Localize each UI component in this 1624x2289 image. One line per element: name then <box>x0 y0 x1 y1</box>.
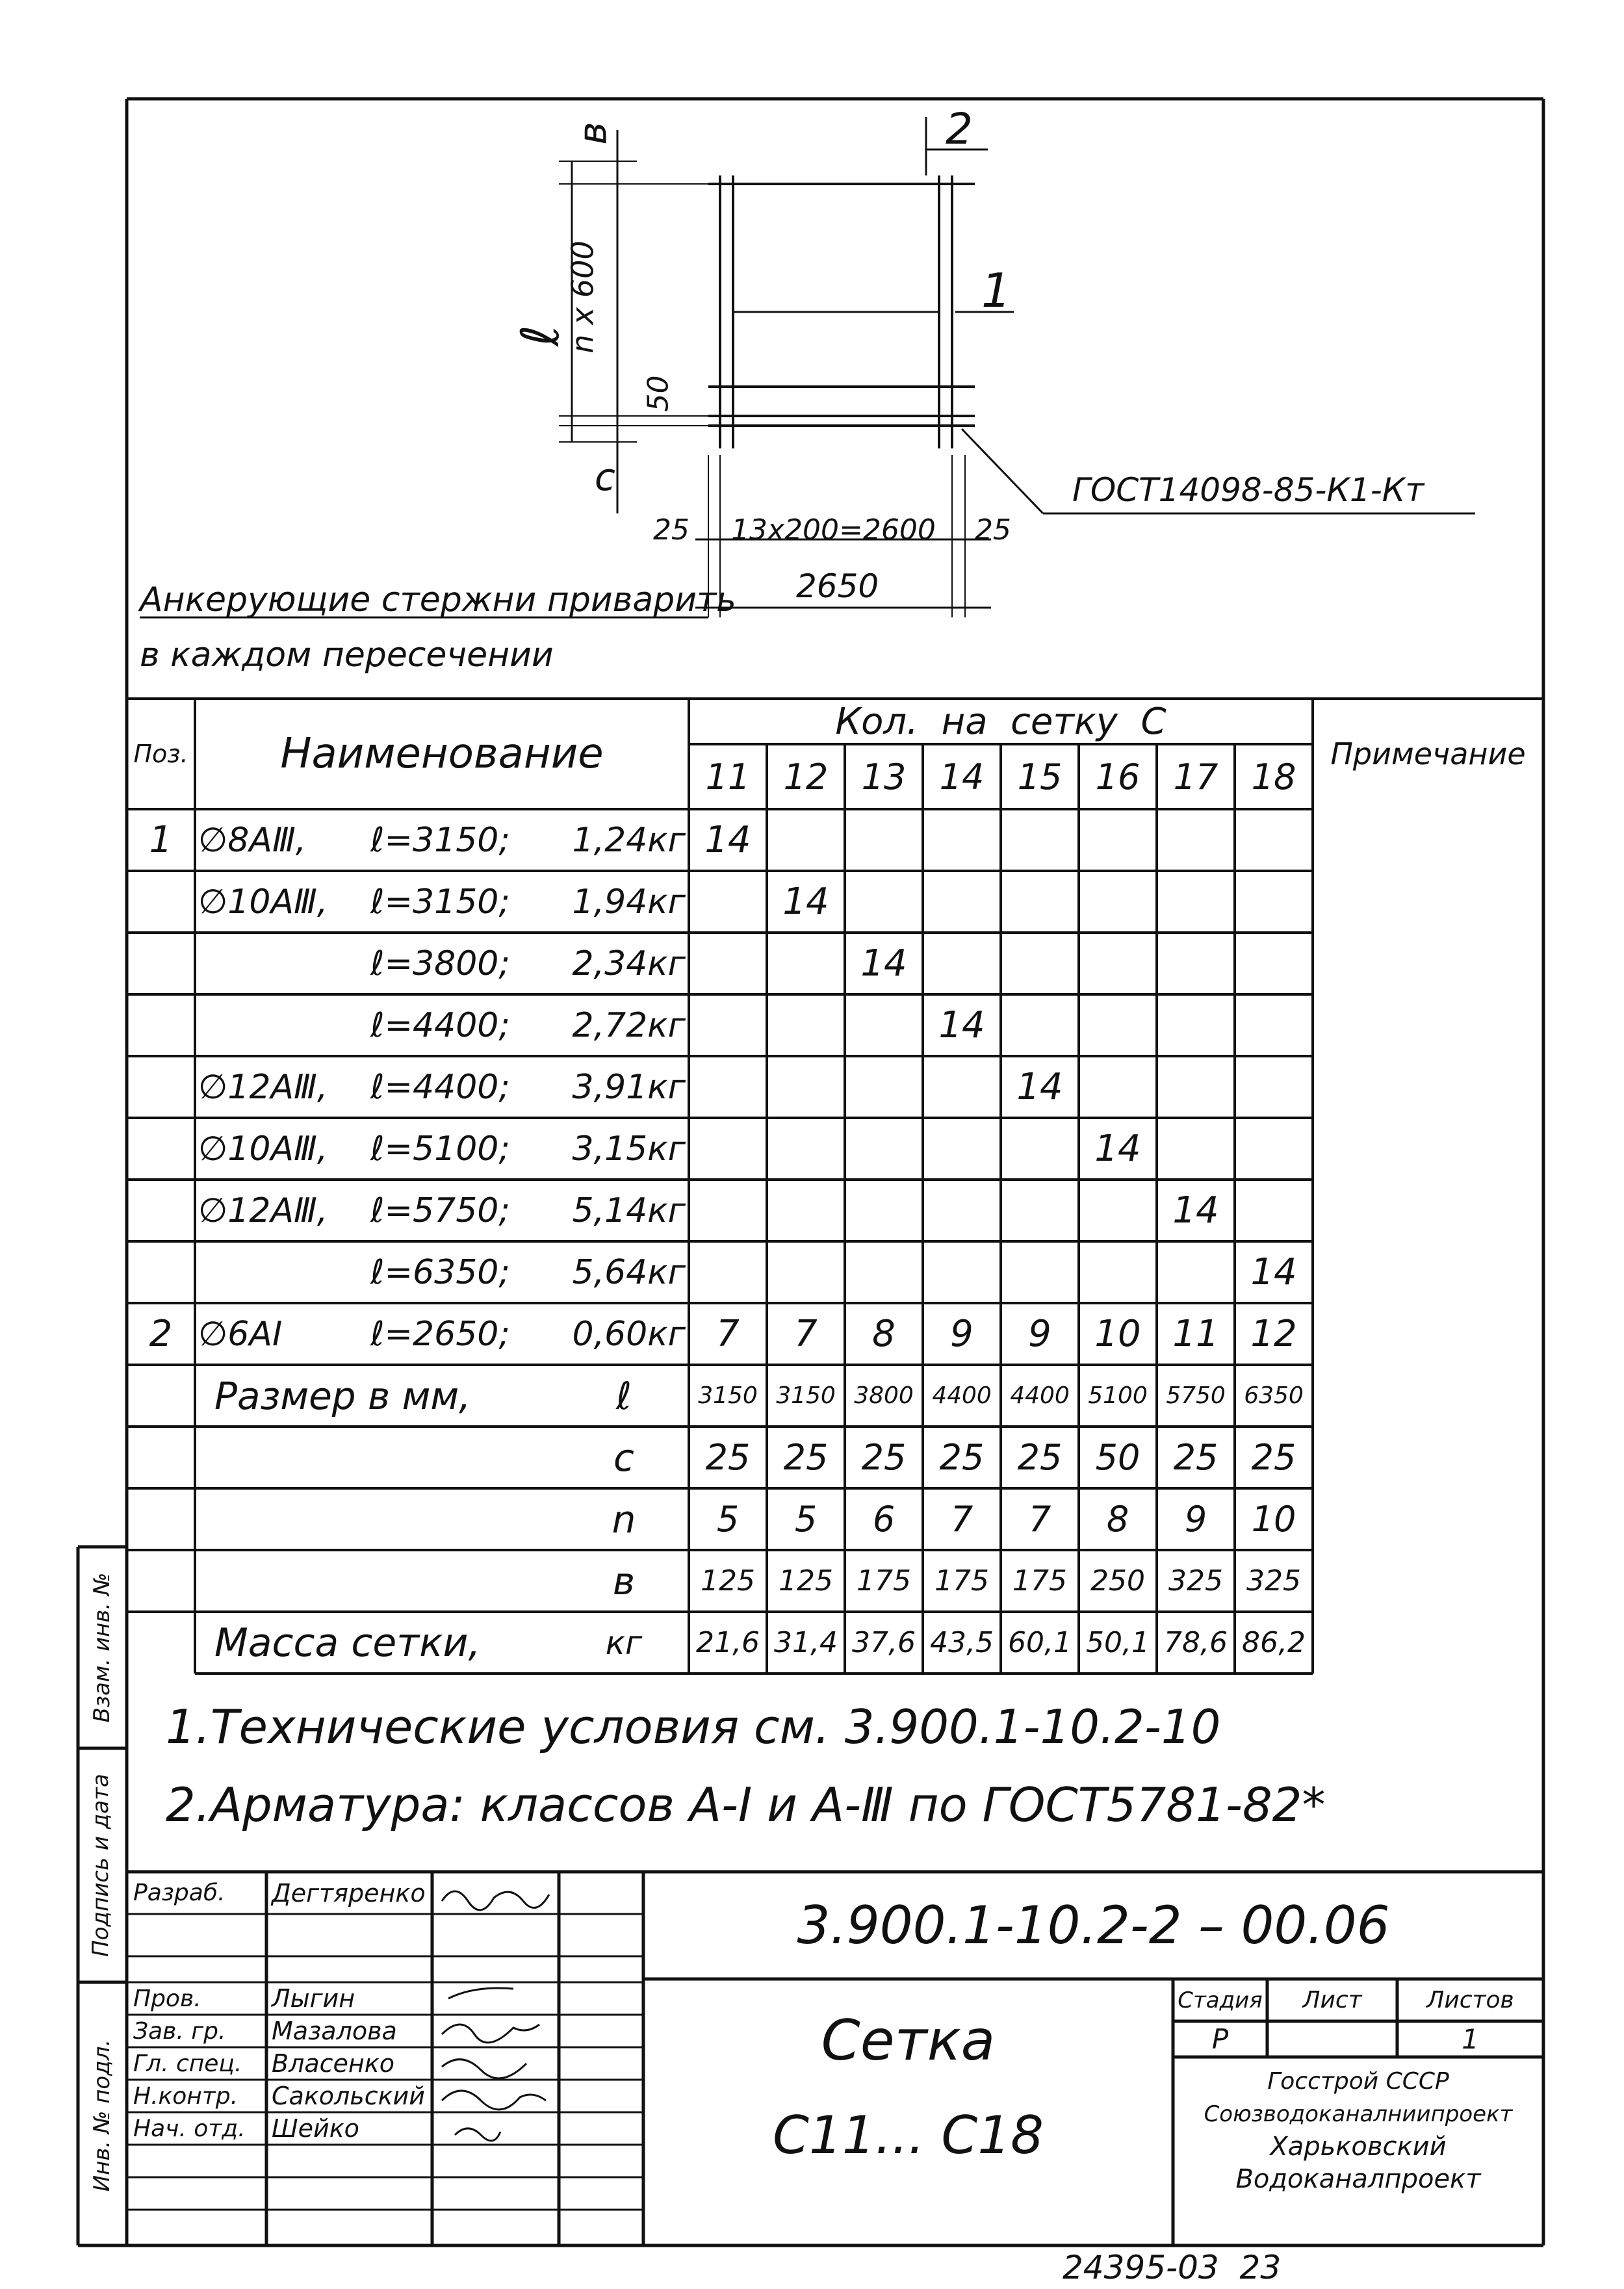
row-qty <box>689 1118 767 1180</box>
org-1: Госстрой СССР <box>1267 2068 1449 2095</box>
row-qty: 9 <box>1028 1313 1051 1355</box>
size-value: 5750 <box>1166 1382 1226 1409</box>
mass-value: 86,2 <box>1242 1626 1306 1659</box>
stamp-name: Лыгин <box>272 1984 355 2013</box>
stamp-name: Шейко <box>272 2114 359 2143</box>
size-value: 10 <box>1251 1499 1296 1540</box>
size-value: 25 <box>705 1437 751 1478</box>
mass-value: 50,1 <box>1086 1626 1150 1659</box>
row-qty: 14 <box>704 819 751 861</box>
size-value: 3800 <box>854 1382 914 1409</box>
row-qty <box>845 871 923 933</box>
dim-l-label: ℓ <box>510 324 571 347</box>
row-qty <box>923 1180 1001 1241</box>
row-qty <box>845 994 923 1056</box>
note-1: 1.Технические условия см. 3.900.1-10.2-10 <box>166 1700 1221 1754</box>
mesh-number: 11 <box>705 756 751 797</box>
row-mass: 2,72кг <box>572 1005 686 1045</box>
size-value: 4400 <box>1010 1382 1070 1409</box>
dim-b-top: в <box>570 122 616 145</box>
size-value: 3150 <box>698 1382 758 1409</box>
size-value: 25 <box>939 1437 985 1478</box>
row-qty <box>767 994 845 1056</box>
row-qty <box>1157 1118 1235 1180</box>
row-qty <box>1235 1180 1313 1241</box>
row-mass: 3,91кг <box>572 1067 686 1107</box>
row-qty <box>1001 871 1079 933</box>
row-qty <box>1235 1118 1313 1180</box>
row-qty: 12 <box>1250 1313 1297 1355</box>
row-qty <box>689 871 767 933</box>
row-qty: 14 <box>782 881 829 923</box>
mesh-number: 16 <box>1095 756 1141 797</box>
row-mass: 1,94кг <box>572 882 686 922</box>
row-qty <box>767 1118 845 1180</box>
mesh-number: 12 <box>783 756 829 797</box>
row-qty <box>767 1056 845 1118</box>
row-bar <box>198 933 367 994</box>
size-value: 250 <box>1090 1564 1145 1597</box>
anchor-note-2: в каждом пересечении <box>140 636 554 675</box>
row-pos <box>127 1118 195 1180</box>
row-qty <box>767 1180 845 1241</box>
row-qty <box>1079 809 1157 871</box>
mesh-number: 18 <box>1251 756 1296 797</box>
size-value: 9 <box>1184 1499 1207 1540</box>
size-value: 325 <box>1168 1564 1223 1597</box>
anchor-note-1: Анкерующие стержни приварить <box>140 580 736 619</box>
size-value: 25 <box>1017 1437 1063 1478</box>
col-pos-header: Поз. <box>133 740 188 768</box>
stage-header: Стадия <box>1178 1987 1263 2013</box>
row-qty <box>1235 994 1313 1056</box>
sheets-header: Листов <box>1426 1987 1514 2013</box>
pos1-marker: 1 <box>981 263 1011 318</box>
size-value: 25 <box>1251 1437 1296 1478</box>
size-symbol: в <box>612 1558 636 1603</box>
row-length: ℓ=3150; <box>370 882 510 922</box>
row-mass: 5,14кг <box>572 1191 686 1230</box>
col-name-header: Наименование <box>280 730 604 778</box>
row-qty <box>689 933 767 994</box>
signature-1 <box>442 1891 549 1910</box>
size-value: 25 <box>861 1437 907 1478</box>
row-bar: ∅12АⅢ, <box>198 1067 328 1107</box>
dim-25-left: 25 <box>653 513 690 547</box>
row-qty <box>1079 1180 1157 1241</box>
row-qty <box>923 933 1001 994</box>
row-qty <box>689 1180 767 1241</box>
mesh-number: 15 <box>1017 756 1063 797</box>
row-length: ℓ=4400; <box>370 1005 510 1045</box>
stage-value: Р <box>1211 2023 1229 2055</box>
row-qty <box>845 1056 923 1118</box>
sheet-header: Лист <box>1302 1987 1362 2013</box>
row-pos: 2 <box>149 1313 173 1355</box>
row-mass: 3,15кг <box>572 1129 686 1169</box>
row-qty <box>1079 933 1157 994</box>
row-qty: 14 <box>1094 1128 1141 1170</box>
row-mass: 1,24кг <box>572 820 686 860</box>
row-qty <box>845 1118 923 1180</box>
row-length: ℓ=3800; <box>370 944 510 983</box>
row-qty <box>1001 1241 1079 1303</box>
row-pos <box>127 933 195 994</box>
size-value: 175 <box>934 1564 989 1597</box>
doc-code: 3.900.1-10.2-2 – 00.06 <box>797 1895 1390 1956</box>
row-length: ℓ=3150; <box>370 820 510 860</box>
row-qty <box>923 871 1001 933</box>
mass-label: Масса сетки, <box>214 1620 481 1666</box>
side-podpis: Подпись и дата <box>88 1774 114 1957</box>
mesh-number: 14 <box>939 756 985 797</box>
row-bar: ∅12АⅢ, <box>198 1191 328 1230</box>
dim-span: 13x200=2600 <box>731 513 936 547</box>
row-qty: 7 <box>716 1313 740 1355</box>
row-qty <box>689 994 767 1056</box>
mass-value: 37,6 <box>852 1626 916 1659</box>
row-qty <box>1079 1241 1157 1303</box>
row-qty <box>845 1241 923 1303</box>
footer-number: 24395-03 23 <box>1063 2249 1282 2286</box>
size-value: 6350 <box>1244 1382 1304 1409</box>
row-qty: 11 <box>1172 1313 1219 1355</box>
stamp-role: Н.контр. <box>133 2082 238 2110</box>
pos2-marker: 2 <box>946 104 973 154</box>
sheet-value <box>1267 2021 1397 2057</box>
row-qty <box>1157 933 1235 994</box>
row-bar: ∅10АⅢ, <box>198 1129 328 1169</box>
row-qty <box>1157 994 1235 1056</box>
row-qty <box>1001 1118 1079 1180</box>
size-value: 7 <box>950 1499 973 1540</box>
row-length: ℓ=6350; <box>370 1252 510 1292</box>
size-symbol: с <box>613 1435 634 1480</box>
row-qty: 9 <box>950 1313 973 1355</box>
size-value: 125 <box>701 1564 755 1597</box>
row-qty <box>923 1241 1001 1303</box>
row-qty <box>1157 809 1235 871</box>
size-value: 175 <box>857 1564 911 1597</box>
mass-unit: кг <box>605 1623 643 1662</box>
row-mass: 2,34кг <box>572 944 686 983</box>
col-note-header: Примечание <box>1330 736 1526 771</box>
stamp-name: Власенко <box>272 2049 394 2078</box>
row-qty <box>1157 871 1235 933</box>
row-qty <box>845 809 923 871</box>
gost-weld-label: ГОСТ14098-85-К1-Кт <box>1072 471 1424 509</box>
row-qty <box>845 1180 923 1241</box>
col-qty-header: Кол. на сетку С <box>835 700 1166 743</box>
row-pos <box>127 1180 195 1241</box>
stamp-name: Дегтяренко <box>272 1878 426 1908</box>
row-qty <box>1157 1241 1235 1303</box>
row-qty <box>689 1241 767 1303</box>
dim-50: 50 <box>641 375 675 412</box>
row-bar: ∅10АⅢ, <box>198 882 328 922</box>
note-2: 2.Арматура: классов А-Ⅰ и А-Ⅲ по ГОСТ5781-82* <box>166 1778 1326 1832</box>
row-qty <box>1079 871 1157 933</box>
mesh-number: 13 <box>861 756 907 797</box>
mass-value: 60,1 <box>1008 1626 1072 1659</box>
size-label: Размер в мм, <box>214 1373 471 1418</box>
row-bar <box>198 1241 367 1303</box>
size-value: 25 <box>1173 1437 1218 1478</box>
row-length: ℓ=4400; <box>370 1067 510 1107</box>
title-line-2: С11... С18 <box>772 2104 1044 2166</box>
row-qty: 10 <box>1094 1313 1141 1355</box>
row-qty <box>1235 933 1313 994</box>
row-qty: 14 <box>860 942 907 985</box>
row-pos <box>127 1056 195 1118</box>
row-qty <box>1235 871 1313 933</box>
size-value: 125 <box>779 1564 833 1597</box>
row-length: ℓ=5100; <box>370 1129 510 1169</box>
size-value: 325 <box>1246 1564 1301 1597</box>
stamp-role: Зав. гр. <box>133 2017 226 2045</box>
dim-25-right: 25 <box>975 513 1011 547</box>
mass-value: 78,6 <box>1164 1626 1228 1659</box>
row-length: ℓ=2650; <box>370 1314 510 1354</box>
size-symbol: ℓ <box>616 1373 632 1418</box>
size-value: 5100 <box>1088 1382 1148 1409</box>
stamp-name: Мазалова <box>272 2017 397 2045</box>
dim-total: 2650 <box>796 567 879 605</box>
size-symbol: n <box>612 1497 636 1542</box>
stamp-role: Разраб. <box>133 1880 226 1906</box>
row-qty <box>767 809 845 871</box>
row-bar: ∅8АⅢ, <box>198 820 307 860</box>
row-qty <box>1001 1180 1079 1241</box>
size-value: 7 <box>1028 1499 1051 1540</box>
row-qty <box>1235 1056 1313 1118</box>
size-value: 6 <box>872 1499 896 1540</box>
row-length: ℓ=5750; <box>370 1191 510 1230</box>
row-mass: 5,64кг <box>572 1252 686 1292</box>
row-qty <box>1001 994 1079 1056</box>
mass-value: 21,6 <box>696 1626 760 1659</box>
row-qty <box>767 1241 845 1303</box>
side-inv-podl: Инв. № подл. <box>89 2039 115 2192</box>
row-pos <box>127 994 195 1056</box>
size-value: 5 <box>794 1499 818 1540</box>
size-value: 50 <box>1095 1437 1141 1478</box>
row-bar: ∅6АⅠ <box>198 1314 283 1354</box>
row-qty <box>1079 1056 1157 1118</box>
stamp-role: Нач. отд. <box>133 2115 246 2142</box>
row-qty <box>923 809 1001 871</box>
size-value: 3150 <box>776 1382 836 1409</box>
size-value: 175 <box>1012 1564 1067 1597</box>
org-2: Союзводоканалниипроект <box>1204 2101 1513 2127</box>
row-qty <box>923 1056 1001 1118</box>
size-value: 5 <box>716 1499 740 1540</box>
row-qty <box>1079 994 1157 1056</box>
row-qty: 14 <box>1250 1251 1297 1293</box>
row-qty <box>1157 1056 1235 1118</box>
row-qty <box>767 933 845 994</box>
sheets-value: 1 <box>1462 2023 1479 2055</box>
row-qty: 14 <box>1172 1189 1219 1232</box>
stamp-name: Сакольский <box>272 2082 425 2110</box>
row-mass: 0,60кг <box>572 1314 686 1354</box>
size-value: 25 <box>783 1437 829 1478</box>
row-pos <box>127 1241 195 1303</box>
row-qty <box>923 1118 1001 1180</box>
mass-value: 31,4 <box>774 1626 838 1659</box>
size-value: 8 <box>1106 1499 1129 1540</box>
org-4: Водоканалпроект <box>1235 2164 1481 2194</box>
row-qty <box>1001 809 1079 871</box>
row-qty: 8 <box>872 1313 896 1355</box>
row-pos <box>127 871 195 933</box>
title-line-1: Сетка <box>821 2008 996 2073</box>
row-qty <box>1235 809 1313 871</box>
stamp-role: Пров. <box>133 1985 201 2012</box>
row-qty <box>689 1056 767 1118</box>
dim-nx600: n x 600 <box>565 240 600 354</box>
mass-value: 43,5 <box>930 1626 994 1659</box>
mesh-number: 17 <box>1173 756 1218 797</box>
row-qty: 7 <box>794 1313 818 1355</box>
row-pos: 1 <box>149 819 173 861</box>
row-qty: 14 <box>1016 1066 1063 1108</box>
row-bar <box>198 994 367 1056</box>
org-3: Харьковский <box>1270 2131 1447 2162</box>
dim-c: с <box>595 455 615 499</box>
row-qty <box>1001 933 1079 994</box>
row-qty: 14 <box>938 1004 985 1046</box>
side-vzam: Взам. инв. № <box>89 1572 115 1723</box>
stamp-role: Гл. спец. <box>133 2050 242 2077</box>
size-value: 4400 <box>932 1382 992 1409</box>
